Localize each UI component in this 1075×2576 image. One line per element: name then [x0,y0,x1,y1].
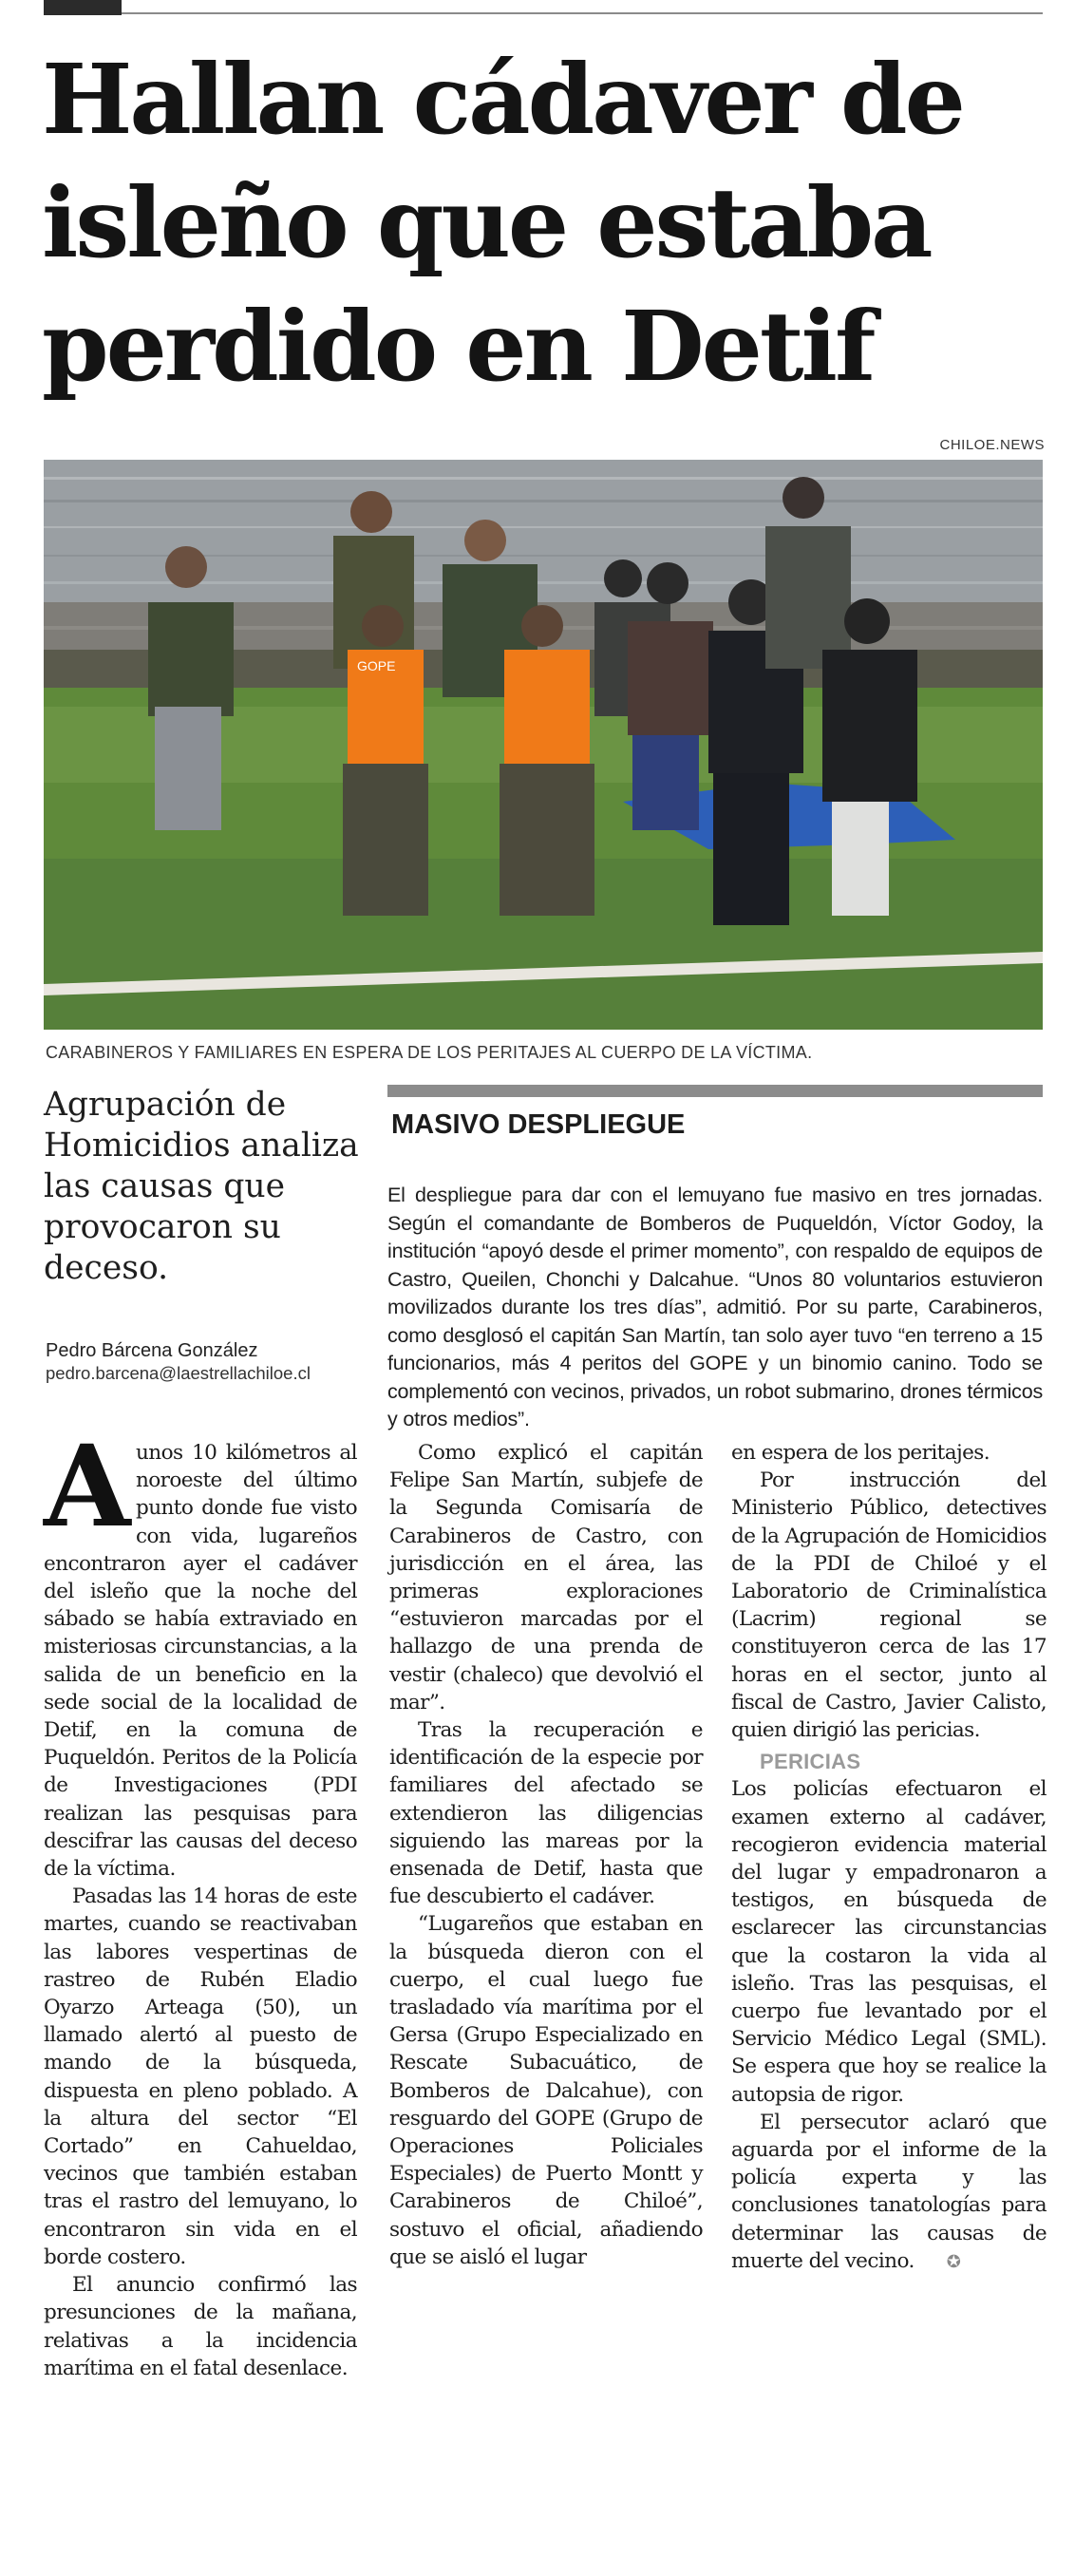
article-column-2 [389,1439,703,2271]
divider-line [122,12,1043,14]
body-paragraph: Por instrucción del Ministerio Público, detectives de la Agrupación de Homicidios de la PDI de Chiloé y el Laboratorio de Criminalística (Lacrim) regional se constituyeron cerca de las 17 horas en el sector, junto al fiscal de Castro, Javier Calisto, quien dirigió las pericias. [731,1468,1047,1743]
photo-credit: CHILOE.NEWS [939,437,1045,453]
section-tab [44,0,122,15]
body-paragraph: “Lugareños que estaban en la búsqueda dieron con el cuerpo, el cual luego fue trasladado vía marítima por el Gersa (Grupo Especializado en Rescate Subacuático, de Bomberos de Dalcahue), con resguardo del GOPE (Grupo de Operaciones Policiales Especiales) de Puerto Montt y Carabineros de Chiloé”, sostuvo el oficial, añadiendo que se aisló el lugar [389,1912,703,2269]
body-paragraph: Pasadas las 14 horas de este martes, cuando se reactivaban las labores vespertinas de rastreo de Rubén Eladio Oyarzo Arteaga (50), un llamado alertó al puesto de mando de la búsqueda, dispuesta en pleno poblado. A la altura del sector “El Cortado” en Cahueldao, vecinos que también estaban tras el rastro del lemuyano, lo encontraron sin vida en el borde costero. [44,1885,357,2269]
paragraph-text: El persecutor aclaró que aguarda por el informe de la policía experta y las conclusiones tanatologías para determinar las causas de muerte del vecino. [731,2110,1047,2273]
body-paragraph: en espera de los peritajes. [731,1441,990,1465]
photo-caption: CARABINEROS Y FAMILIARES EN ESPERA DE LOS PERITAJES AL CUERPO DE LA VÍCTIMA. [46,1043,813,1062]
body-paragraph: Como explicó el capitán Felipe San Martín, subjefe de la Segunda Comisaría de Carabineros de Castro, con jurisdicción en el área, las primeras exploraciones “estuvieron marcadas por el hallazgo de una prenda de vestir (chaleco) que devolvió el mar”. [389,1441,703,1714]
body-paragraph: Los policías efectuaron el examen externo al cadáver, recogieron evidencia material del lugar y empadronaron a testigos, en búsqueda de esclarecer las circunstancias que la costaron la vida al isleño. Tras las pesquisas, el cuerpo fue levantado por el Servicio Médico Legal (SML). Se espera que hoy se realice la autopsia de rigor. [731,1777,1047,2107]
sidebar-title: MASIVO DESPLIEGUE [391,1109,686,1140]
byline [46,1339,387,1385]
body-paragraph [731,2109,1047,2276]
sidebar-text: El despliegue para dar con el lemuyano fue masivo en tres jornadas. Según el comandante de Bomberos de Puqueldón, Víctor Godoy, la institución “apoyó desde el primer momento”, con respaldo de equipos de Castro, Queilen, Chonchi y Dalcahue. “Unos 80 voluntarios estuvieron movilizados durante los tres días”, admitió. Por su parte, Carabineros, como desglosó el capitán San Martín, tan solo ayer tuvo “en terreno a 15 funcionarios, más 4 peritos del GOPE y un binomio canino. Todo se complementó con vecinos, privados, un robot submarino, drones térmicos y otros medios”. [387,1184,1043,1430]
article-column-1 [44,1420,357,2382]
author-email: pedro.barcena@laestrellachiloe.cl [46,1363,311,1383]
article-deck: Agrupación de Homicidios analiza las causas que provocaron su deceso. [44,1086,359,1287]
vest-label: GOPE [357,658,396,673]
author-name: Pedro Bárcena González [46,1340,258,1361]
article-column-3 [731,1439,1047,2276]
paragraph-text: unos 10 kilómetros al noroeste del último punto donde fue visto con vida, lugareños encontraron ayer el cadáver del isleño que la noche del sábado se había extraviado en misteriosas circunstancias, a la salida de un beneficio en la sede social de la localidad de Detif, en la comuna de Puqueldón. Peritos de la Policía de Investigaciones (PDI realizan las pesquisas para descifrar las causas del deceso de la víctima. [44,1441,357,1882]
section-subhead: PERICIAS [760,1750,861,1774]
article-photo [44,460,1043,1030]
body-paragraph: Tras la recuperación e identificación de la especie por familiares del afectado se extendieron las diligencias siguiendo las mareas por la ensenada de Detif, hasta que fue descubierto el cadáver. [389,1718,703,1909]
section-top-rule [44,0,1043,15]
drop-cap: A [44,1420,130,1552]
body-paragraph: El anuncio confirmó las presunciones de la mañana, relativas a la incidencia marítima en el fatal desenlace. [44,2273,357,2380]
body-paragraph [44,1420,357,1883]
sidebar-rule [387,1085,1043,1097]
end-mark-icon: ✪ [946,2251,961,2272]
headline: Hallan cádaver de isleño que estaba perdido en Detif [42,43,963,403]
